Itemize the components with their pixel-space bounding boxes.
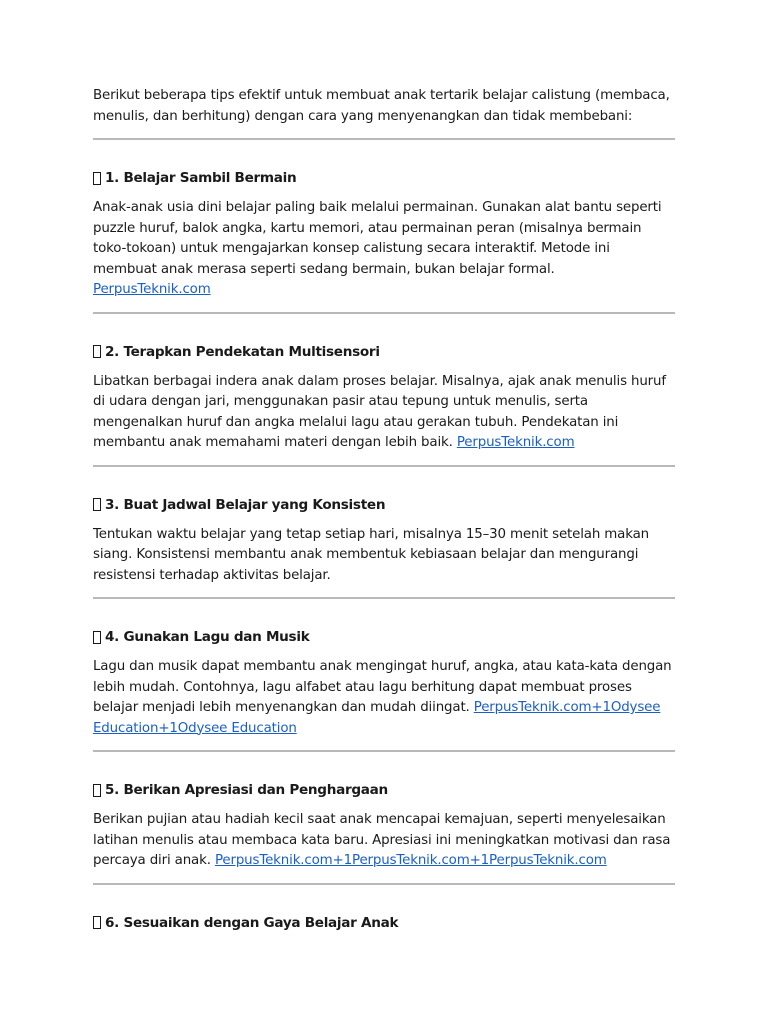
tip-section-2 xyxy=(93,342,675,467)
tip-section-6 xyxy=(93,913,675,933)
tip-body: Libatkan berbagai indera anak dalam proses belajar. Misalnya, ajak anak menulis huruf di udara dengan jari, menggunakan pasir atau tepung untuk menulis, serta mengenalkan huruf dan angka melalui lagu atau gerakan tubuh. Pendekatan ini membantu anak memahami materi dengan lebih baik. xyxy=(93,373,666,450)
tip-title: 1. Belajar Sambil Bermain xyxy=(105,170,297,186)
tip-title: 5. Berikan Apresiasi dan Penghargaan xyxy=(105,782,388,798)
tip-text xyxy=(93,657,675,739)
source-link[interactable]: PerpusTeknik.com xyxy=(456,435,575,450)
unrendered-glyph-icon xyxy=(93,784,101,797)
tip-section-3 xyxy=(93,495,675,600)
tip-text xyxy=(93,372,675,454)
source-link[interactable]: PerpusTeknik.com+1PerpusTeknik.com+1PerpusTeknik.com xyxy=(214,853,607,868)
tip-section-1 xyxy=(93,168,675,314)
tip-text xyxy=(93,525,675,587)
section-divider xyxy=(93,597,675,599)
section-divider xyxy=(93,883,675,885)
section-divider xyxy=(93,750,675,752)
tip-body: Berikan pujian atau hadiah kecil saat anak mencapai kemajuan, seperti menyelesaikan latihan menulis atau membaca kata baru. Apresiasi ini meningkatkan motivasi dan rasa percaya diri anak. xyxy=(93,812,671,868)
tip-text xyxy=(93,198,675,301)
tip-section-4 xyxy=(93,627,675,752)
unrendered-glyph-icon xyxy=(93,172,101,185)
intro-paragraph: Berikut beberapa tips efektif untuk membuat anak tertarik belajar calistung (membaca, menulis, dan berhitung) dengan cara yang menyenangkan dan tidak membebani: xyxy=(93,88,670,124)
tip-text xyxy=(93,810,675,872)
source-link[interactable]: PerpusTeknik.com+1Odysee Education+1Odysee Education xyxy=(93,700,661,736)
tip-heading xyxy=(93,168,675,188)
tip-body: Lagu dan musik dapat membantu anak mengingat huruf, angka, atau kata-kata dengan lebih mudah. Contohnya, lagu alfabet atau lagu berhitung dapat membuat proses belajar menjadi lebih menyenangkan dan mudah diingat. xyxy=(93,659,672,715)
tip-heading xyxy=(93,495,675,515)
tip-title: 6. Sesuaikan dengan Gaya Belajar Anak xyxy=(105,914,399,931)
section-divider xyxy=(93,138,675,140)
tip-heading xyxy=(93,342,675,362)
unrendered-glyph-icon xyxy=(93,498,101,511)
unrendered-glyph-icon xyxy=(93,345,101,358)
tip-section-5 xyxy=(93,780,675,885)
tip-title: 2. Terapkan Pendekatan Multisensori xyxy=(105,343,380,360)
section-divider xyxy=(93,465,675,467)
document-page xyxy=(93,86,675,933)
unrendered-glyph-icon xyxy=(93,916,101,929)
source-link[interactable]: PerpusTeknik.com xyxy=(93,282,211,297)
tip-body: Anak-anak usia dini belajar paling baik melalui permainan. Gunakan alat bantu seperti puzzle huruf, balok angka, kartu memori, atau permainan peran (misalnya bermain toko-tokoan) untuk mengajarkan konsep calistung secara interaktif. Metode ini membuat anak merasa seperti sedang bermain, bukan belajar formal. xyxy=(93,200,662,277)
tip-title: 4. Gunakan Lagu dan Musik xyxy=(105,629,310,645)
tip-heading xyxy=(93,627,675,647)
tip-title: 3. Buat Jadwal Belajar yang Konsisten xyxy=(105,496,386,513)
tip-body: Tentukan waktu belajar yang tetap setiap hari, misalnya 15–30 menit setelah makan siang. Konsistensi membantu anak membentuk kebiasaan belajar dan mengurangi resistensi terhadap aktivitas belajar. xyxy=(93,526,649,583)
section-divider xyxy=(93,312,675,314)
tip-heading xyxy=(93,913,675,933)
tip-heading xyxy=(93,780,675,800)
unrendered-glyph-icon xyxy=(93,631,101,644)
